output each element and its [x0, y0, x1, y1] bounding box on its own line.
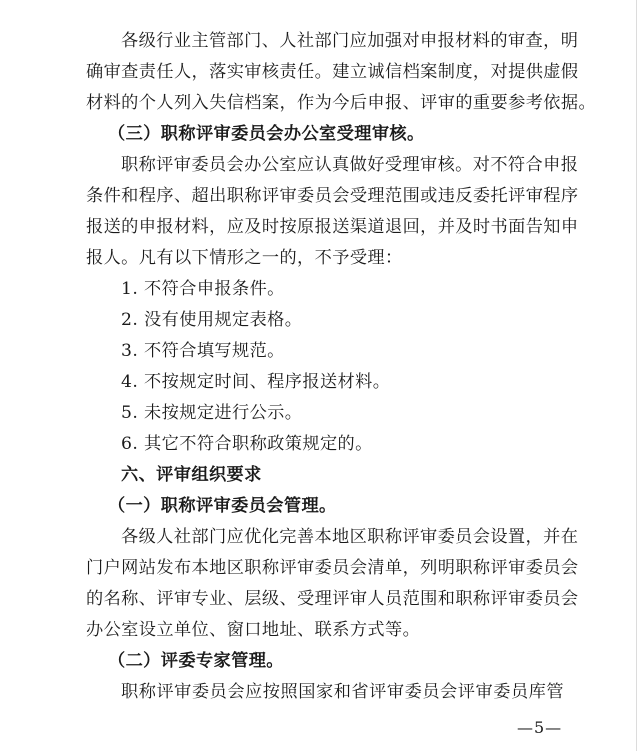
- paragraph-4-line-1: 职称评审委员会应按照国家和省评审委员会评审委员库管: [121, 682, 564, 702]
- heading-6-2-expert-management: （二）评委专家管理。: [108, 651, 284, 671]
- document-body: [86, 26, 597, 708]
- paragraph-3-line-1: 各级人社部门应优化完善本地区职称评审委员会设置，并在: [121, 527, 579, 547]
- list-item: 3. 不符合填写规范。: [121, 341, 285, 361]
- paragraph-1-line-3: 材料的个人列入失信档案，作为今后申报、评审的重要参考依据。: [86, 93, 597, 113]
- paragraph-3-line-2: 门户网站发布本地区职称评审委员会清单，列明职称评审委员会: [86, 558, 579, 578]
- list-item: 2. 没有使用规定表格。: [121, 310, 303, 330]
- paragraph-2-line-3: 报送的申报材料，应及时按原报送渠道退回，并及时书面告知申: [86, 217, 579, 237]
- paragraph-3-line-4: 办公室设立单位、窗口地址、联系方式等。: [86, 620, 421, 640]
- section-heading-6: 六、评审组织要求: [121, 465, 262, 485]
- list-item: 5. 未按规定进行公示。: [121, 403, 303, 423]
- heading-3-acceptance-review: （三）职称评审委员会办公室受理审核。: [108, 124, 425, 144]
- paragraph-1-line-1: 各级行业主管部门、人社部门应加强对申报材料的审查，明: [121, 31, 579, 51]
- list-item: 6. 其它不符合职称政策规定的。: [121, 434, 373, 454]
- paragraph-2-line-4: 报人。凡有以下情形之一的，不予受理：: [86, 248, 403, 268]
- paragraph-2-line-2: 条件和程序、超出职称评审委员会受理范围或违反委托评审程序: [86, 186, 579, 206]
- heading-6-1-committee-management: （一）职称评审委员会管理。: [108, 496, 337, 516]
- paragraph-1-line-2: 确审查责任人，落实审核责任。建立诚信档案制度，对提供虚假: [86, 62, 579, 82]
- paragraph-2-line-1: 职称评审委员会办公室应认真做好受理审核。对不符合申报: [121, 155, 579, 175]
- page-number: —5—: [517, 718, 563, 737]
- list-item: 4. 不按规定时间、程序报送材料。: [121, 372, 391, 392]
- paragraph-3-line-3: 的名称、评审专业、层级、受理评审人员范围和职称评审委员会: [86, 589, 579, 609]
- list-item: 1. 不符合申报条件。: [121, 279, 285, 299]
